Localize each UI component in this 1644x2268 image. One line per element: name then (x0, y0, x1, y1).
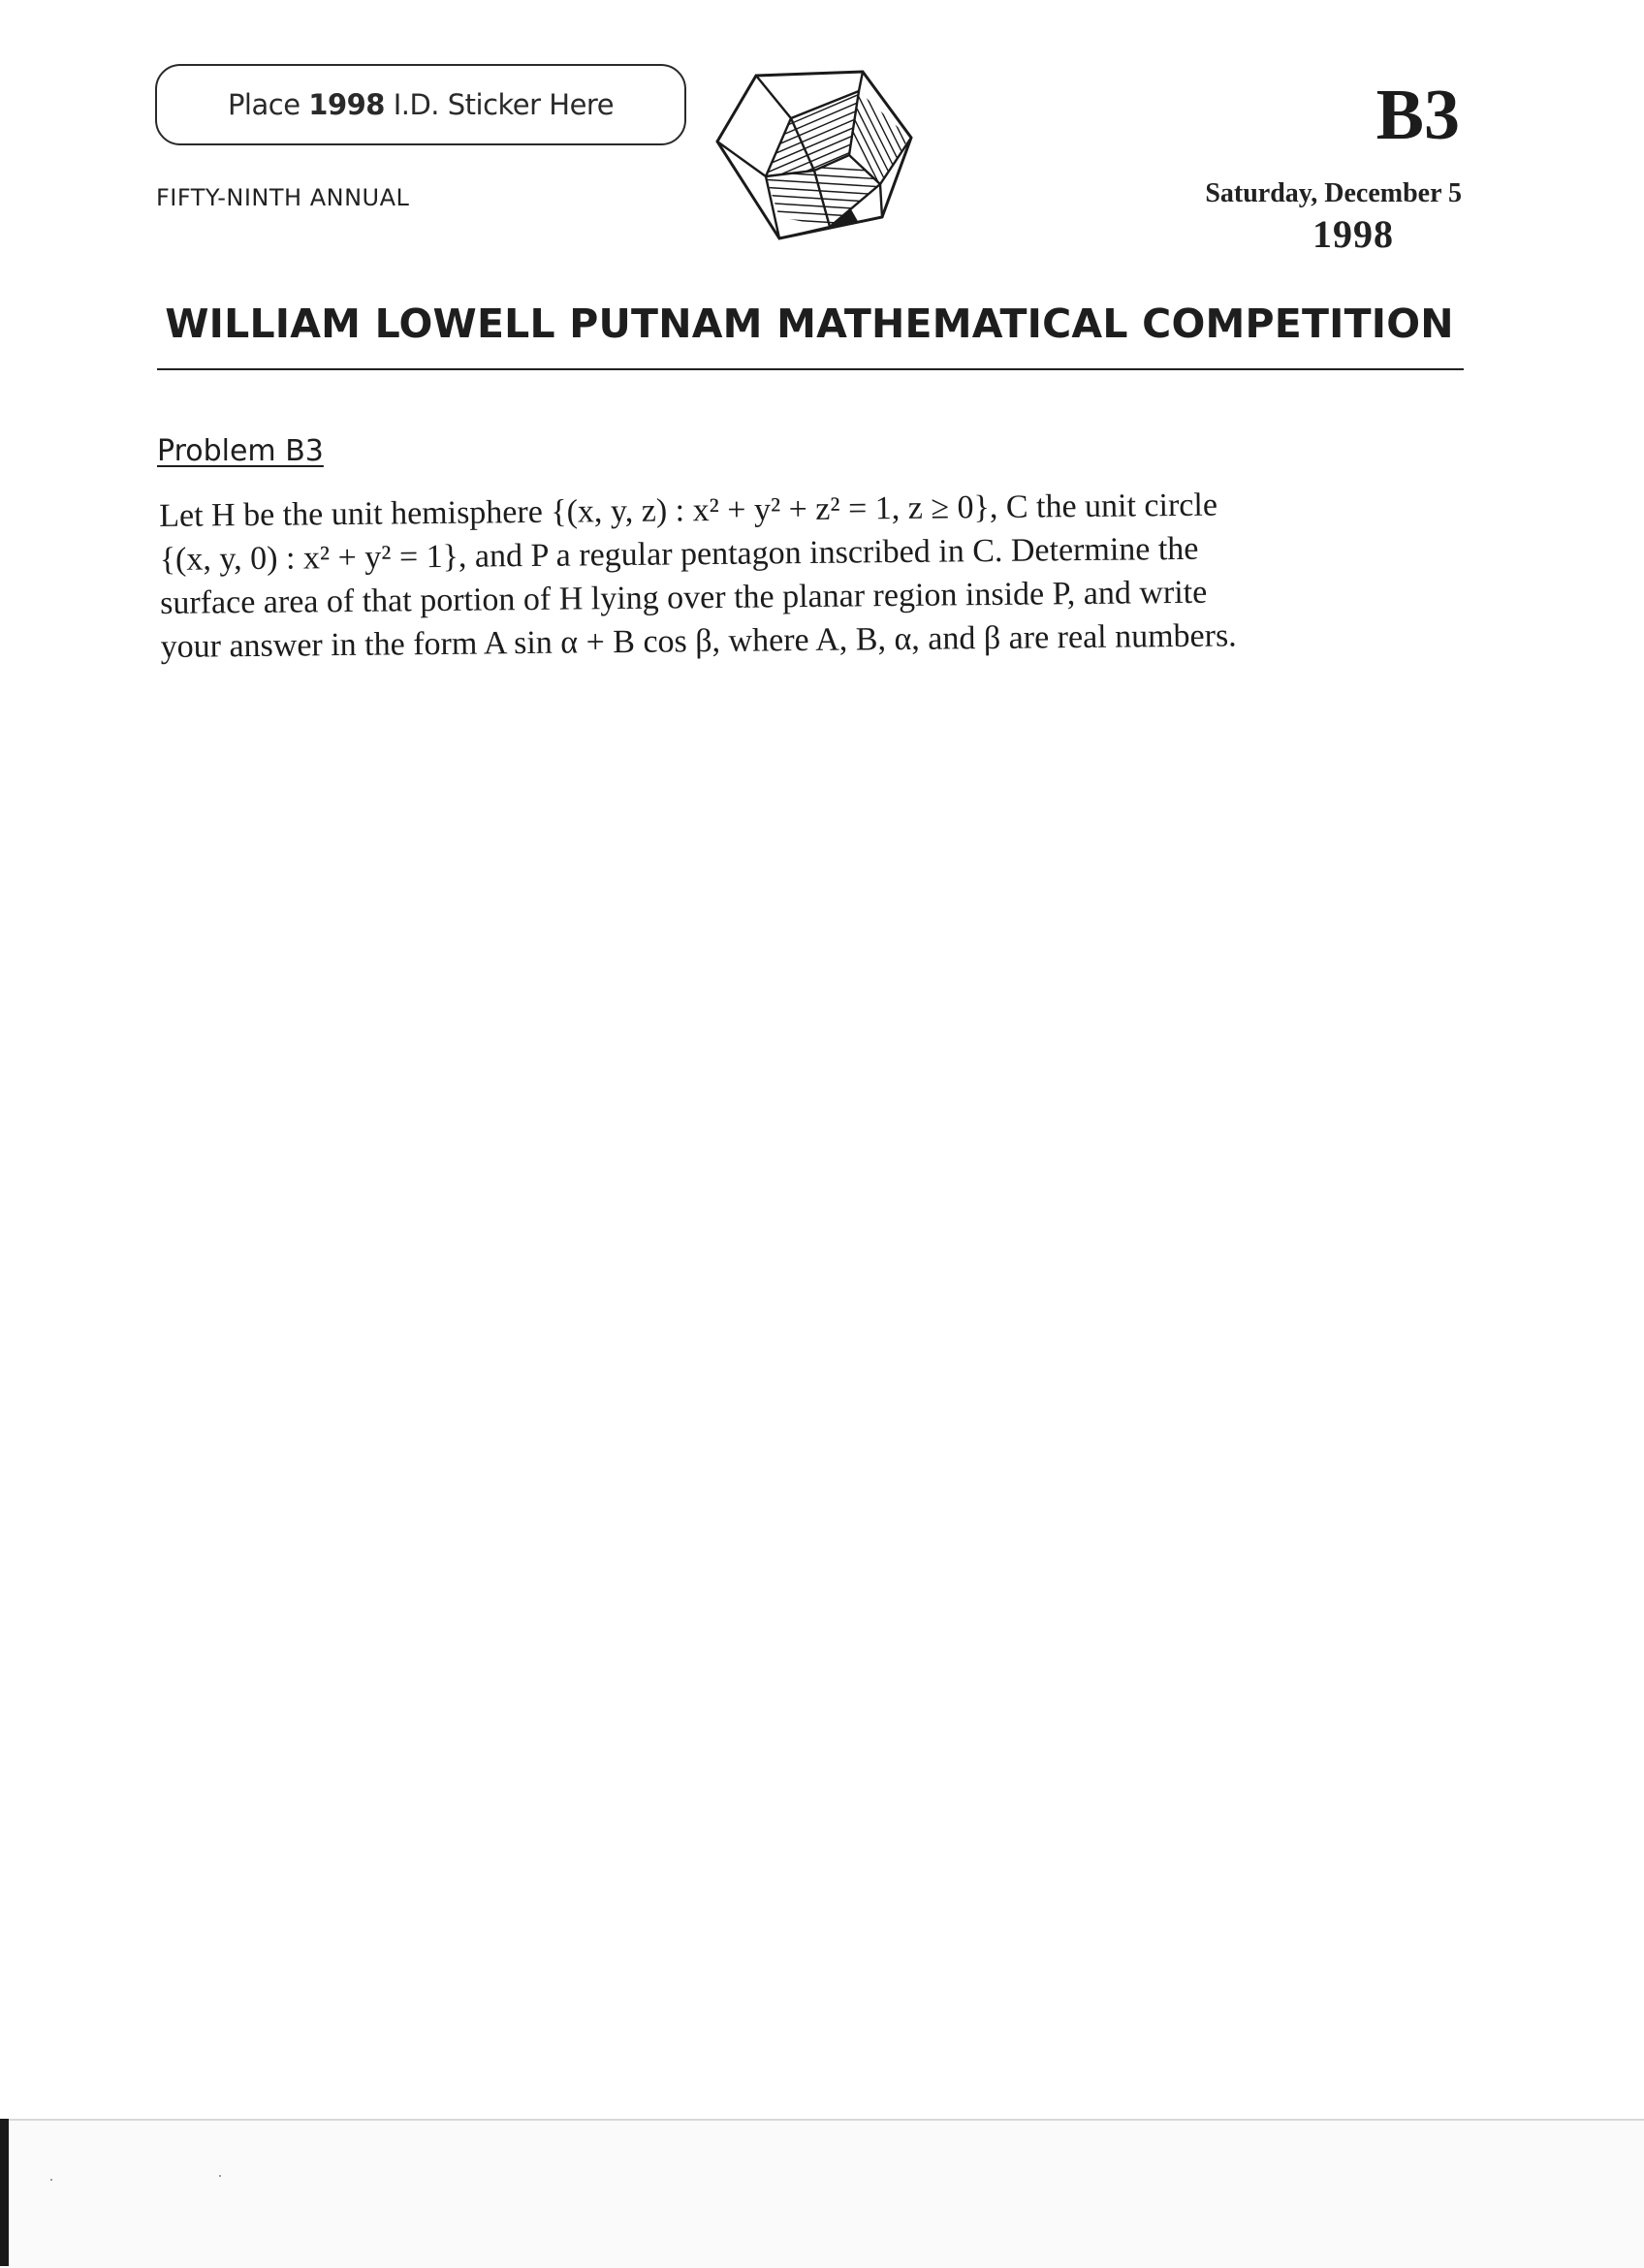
scan-speck (50, 2179, 52, 2181)
annual-label: FIFTY-NINTH ANNUAL (156, 184, 410, 211)
id-sticker-box (155, 64, 686, 145)
icosahedron-logo (706, 62, 919, 246)
competition-title: WILLIAM LOWELL PUTNAM MATHEMATICAL COMPETITION (165, 300, 1454, 347)
statement-line: {(x, y, 0) : x² + y² = 1}, and P a regular pentagon inscribed in C. Determine the (159, 530, 1199, 578)
sticker-suffix: I.D. Sticker Here (393, 88, 615, 121)
sticker-prefix: Place (227, 88, 300, 121)
exam-year: 1998 (1312, 212, 1394, 256)
title-divider (157, 368, 1464, 370)
scan-speck (219, 2175, 221, 2177)
sticker-text (228, 88, 614, 121)
statement-line: Let H be the unit hemisphere {(x, y, z) : x² + y² + z² = 1, z ≥ 0}, C the unit circle (159, 487, 1218, 534)
exam-date: Saturday, December 5 (1205, 178, 1462, 208)
problem-code: B3 (1375, 76, 1460, 155)
statement-line: your answer in the form A sin α + B cos β, where A, B, α, and β are real numbers. (160, 617, 1237, 665)
statement-line: surface area of that portion of H lying over the planar region inside P, and write (159, 574, 1208, 621)
problem-statement (159, 482, 1363, 669)
scan-left-edge (0, 2119, 9, 2266)
scan-fold-area (0, 2119, 1644, 2268)
problem-heading: Problem B3 (157, 434, 324, 468)
sticker-year: 1998 (308, 88, 385, 121)
